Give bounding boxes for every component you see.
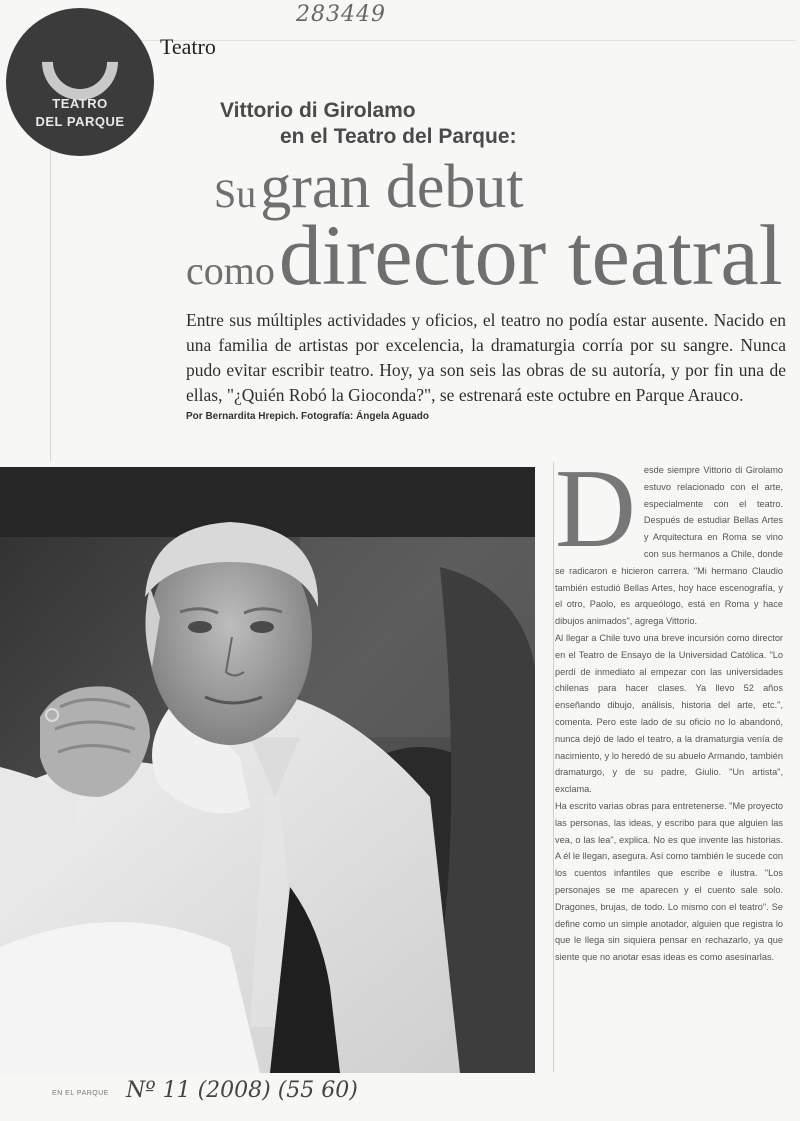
article-body	[555, 447, 783, 966]
body-paragraph-1: esde siempre Vittorio di Girolamo estuvo relacionado con el arte, especialmente con el teatro. Después de estudiar Bellas Artes y Arquitectura en Roma se vino con sus hermanos a Chile, donde se radicaron e hicieron carrera. "Mi hermano Claudio también estudió Bellas Artes, hoy hace escenografía, y el otro, Paolo, es arqueólogo, está en Roma y hace dibujos animados", agrega Vittorio.	[555, 465, 783, 627]
kicker	[220, 98, 517, 150]
footer-publication: EN EL PARQUE	[52, 1090, 109, 1097]
headline-word-su: Su	[214, 171, 257, 216]
drop-cap: D	[555, 447, 636, 571]
headline-line-2	[186, 205, 783, 305]
headline-gran-debut: gran debut	[260, 153, 524, 221]
portrait-illustration	[0, 467, 535, 1073]
headline-director-teatral: director teatral	[278, 207, 783, 303]
portrait-photo	[0, 467, 535, 1073]
teatro-del-parque-logo	[6, 8, 154, 156]
footer-handwritten-note: Nº 11 (2008) (55 60)	[126, 1078, 358, 1103]
logo-line-2: DEL PARQUE	[35, 114, 125, 129]
handwritten-archive-number: 283449	[296, 2, 386, 27]
byline: Por Bernardita Hrepich. Fotografía: Ángela Aguado	[186, 411, 429, 422]
body-paragraph-2: Al llegar a Chile tuvo una breve incursión como director en el Teatro de Ensayo de la Universidad Católica. "Lo perdí de inmediato al empezar con las universidades chilenas para hacer clases. Ya llevo 52 años enseñando dibujo, análisis, historia del arte, etc.", comenta. Pero este lado de su oficio no lo abandonó, nunca dejó de lado el teatro, a la dramaturgia venía de nacimiento, y lo heredó de su abuelo Armando, también dramaturgo, y de su padre, Giulio. "Un artista", exclama.	[555, 632, 783, 795]
kicker-line-1: Vittorio di Girolamo	[220, 99, 416, 122]
kicker-line-2: en el Teatro del Parque:	[280, 125, 517, 148]
headline-word-como: como	[186, 248, 275, 293]
section-label: Teatro	[160, 34, 216, 59]
logo-line-1: TEATRO	[52, 96, 108, 111]
lede-paragraph: Entre sus múltiples actividades y oficios, el teatro no podía estar ausente. Nacido en una familia de artistas por excelencia, la dramaturgia corría por su sangre. Nunca pudo evitar escribir teatro. Hoy, ya son seis las obras de su autoría, y por fin una de ellas, "¿Quién Robó la Gioconda?", se estrenará este octubre en Parque Arauco.	[186, 310, 786, 405]
body-paragraph-3: Ha escrito varias obras para entretenerse. "Me proyecto las personas, las ideas, y escribo para que alguien las vea, o las lea", explica. No es que invente las historias. A él le llegan, asegura. Así como también le sucede con los cuentos infantiles que escribe e ilustra. "Los personajes se me aparecen y el cuento sale solo. Dragones, brujas, de todo. Lo mismo con el teatro". Se define como un simple anotador, alguien que registra lo que le llega sin siquiera pensar en rechazarlo, ya que siente que no anotar esas ideas es como asesinarlas.	[555, 800, 783, 963]
